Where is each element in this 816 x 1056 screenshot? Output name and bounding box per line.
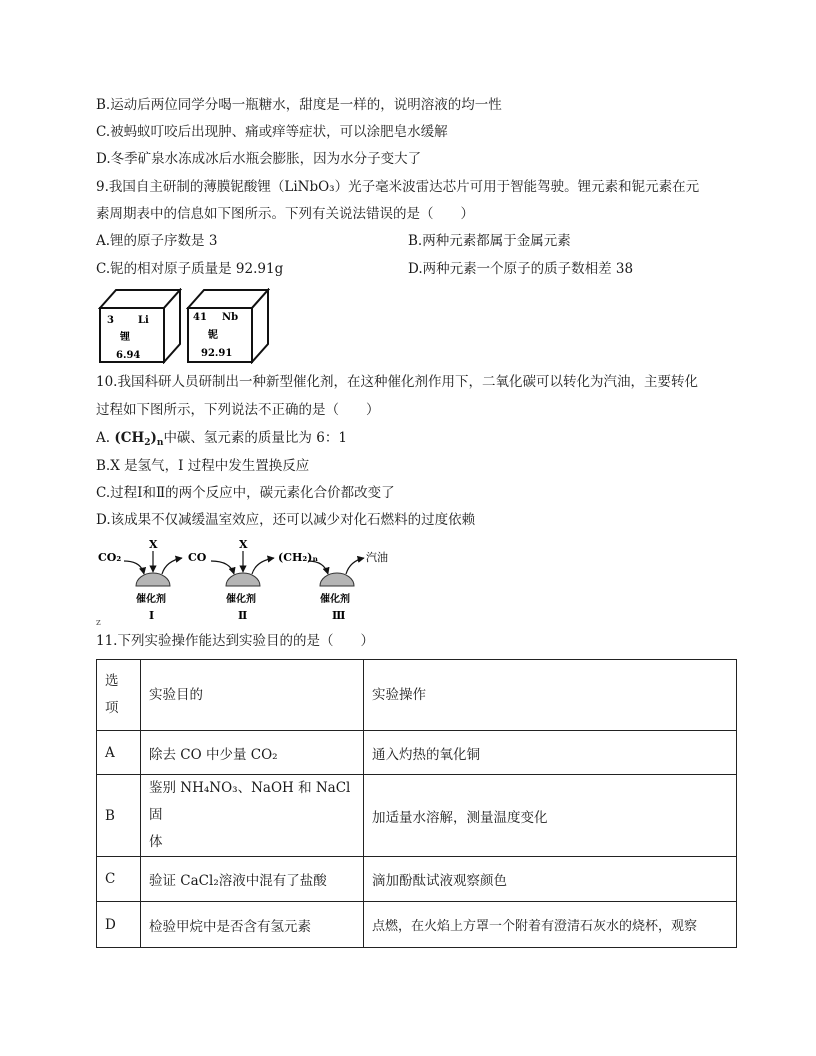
q10-option-b: B.X 是氢气，I 过程中发生置换反应 [96,458,310,474]
q10-conversion-diagram [96,536,396,628]
q10-formula-subn: n [156,438,164,448]
catalyst-3-icon [320,573,354,586]
niobium-symbol: Nb [222,312,239,323]
diagram-corner-mark: z [96,618,101,628]
ch2n-out-arrow [252,558,274,574]
q10-option-a-suffix: 中碳、氢元素的质量比为 6：1 [163,430,347,446]
q9-stem-line1: 9.我国自主研制的薄膜铌酸锂（LiNbO₃）光子毫米波雷达芯片可用于智能驾驶。锂元素和铌元素在元 [96,179,700,195]
q9-option-d: D.两种元素一个原子的质子数相差 38 [408,261,634,277]
row-c-operation: 滴加酚酞试液观察颜色 [364,857,737,902]
co-label: CO [188,551,207,564]
row-a-option: A [97,731,141,775]
catalyst-3-label: 催化剂 [320,594,350,605]
q11-table [96,659,737,948]
table-row [97,857,737,902]
header-purpose: 实验目的 [141,660,364,731]
q11-stem: 11.下列实验操作能达到实验目的的是（ ） [96,633,374,649]
row-b-purpose [141,775,364,857]
table-row [97,902,737,948]
gasoline-label: 汽油 [366,551,388,564]
header-option-char2: 项 [105,700,119,716]
row-b-operation: 加适量水溶解，测量温度变化 [364,775,737,857]
co2-label: CO₂ [98,551,122,564]
x-label-1: X [149,538,158,551]
co-out-arrow [162,558,182,574]
stage-3-label: Ⅲ [332,609,346,622]
lithium-atomic-number: 3 [107,315,114,326]
catalyst-1-label: 催化剂 [136,594,166,605]
catalyst-2-label: 催化剂 [226,594,256,605]
lithium-atomic-mass: 6.94 [116,350,141,361]
table-row [97,731,737,775]
q9-option-c: C.铌的相对原子质量是 92.91g [96,261,284,277]
row-a-purpose: 除去 CO 中少量 CO₂ [141,731,364,775]
niobium-element-tile [186,288,270,364]
header-option [97,660,141,731]
stage-2-label: Ⅱ [238,609,248,622]
q10-stem-line1: 10.我国科研人员研制出一种新型催化剂，在这种催化剂作用下，二氧化碳可以转化为汽油，主要转化 [96,374,698,390]
ch2n-label: (CH₂)ₙ [278,551,319,564]
q10-option-a-prefix: A. [96,430,115,446]
table-row [97,775,737,857]
stage-1-label: Ⅰ [149,609,155,622]
q10-formula-main: (CH [114,430,145,446]
q9-stem-line2: 素周期表中的信息如下图所示。下列有关说法错误的是（ ） [96,206,474,222]
row-d-operation: 点燃，在火焰上方罩一个附着有澄清石灰水的烧杯，观察 [364,902,737,948]
niobium-atomic-mass: 92.91 [201,348,233,359]
catalyst-2-icon [226,573,260,586]
q9-option-a: A.锂的原子序数是 3 [96,233,218,249]
row-b-purpose-line2: 体 [149,834,163,850]
x-label-2: X [239,538,248,551]
niobium-name: 铌 [208,330,218,341]
q8-option-c: C.被蚂蚁叮咬后出现肿、痛或痒等症状，可以涂肥皂水缓解 [96,124,448,140]
row-a-operation: 通入灼热的氧化铜 [364,731,737,775]
lithium-symbol: Li [138,315,149,326]
row-d-purpose: 检验甲烷中是否含有氢元素 [141,902,364,948]
catalyst-1-icon [136,573,170,586]
q10-formula-close: ) [150,430,157,446]
row-b-option: B [97,775,141,857]
q8-option-d: D.冬季矿泉水冻成冰后水瓶会膨胀，因为水分子变大了 [96,151,422,167]
row-c-option: C [97,857,141,902]
q9-option-b: B.两种元素都属于金属元素 [408,233,571,249]
gasoline-out-arrow [346,558,364,574]
row-d-option: D [97,902,141,948]
header-operation: 实验操作 [364,660,737,731]
q10-option-c: C.过程Ⅰ和Ⅱ的两个反应中，碳元素化合价都改变了 [96,485,395,501]
q10-option-a [96,429,347,452]
header-option-char1: 选 [105,673,119,689]
q10-option-d: D.该成果不仅减缓温室效应，还可以减少对化石燃料的过度依赖 [96,512,476,528]
row-c-purpose: 验证 CaCl₂溶液中混有了盐酸 [141,857,364,902]
co2-in-arrow [124,561,144,574]
table-header-row [97,660,737,731]
lithium-name: 锂 [120,332,130,343]
row-b-purpose-line1: 鉴别 NH₄NO₃、NaOH 和 NaCl 固 [149,780,351,823]
co-in-arrow [211,561,234,574]
q10-stem-line2: 过程如下图所示，下列说法不正确的是（ ） [96,402,380,418]
niobium-atomic-number: 41 [193,312,207,323]
lithium-element-tile [98,288,182,364]
q10-formula-sub2: 2 [144,438,151,448]
q8-option-b: B.运动后两位同学分喝一瓶糖水，甜度是一样的，说明溶液的均一性 [96,97,502,113]
